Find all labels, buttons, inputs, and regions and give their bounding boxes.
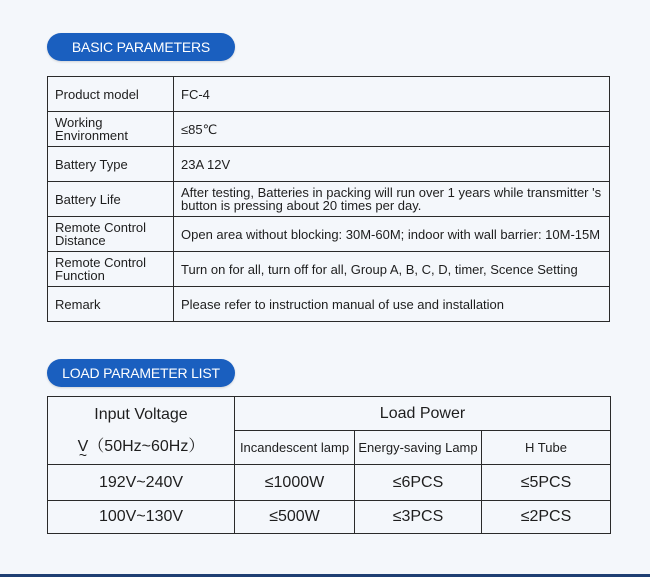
column-header-incandescent: Incandescent lamp (235, 431, 355, 465)
param-label: Remote Control Distance (48, 217, 174, 252)
param-value: Please refer to instruction manual of use and installation (174, 287, 610, 322)
param-value: Open area without blocking: 30M-60M; indoor with wall barrier: 10M-15M (174, 217, 610, 252)
basic-parameters-table (47, 76, 610, 322)
param-label: Remark (48, 287, 174, 322)
param-value: ≤85℃ (174, 112, 610, 147)
value-cell: ≤6PCS (355, 465, 482, 501)
input-voltage-header (48, 397, 235, 465)
voltage-cell: 192V~240V (48, 465, 235, 501)
voltage-cell: 100V~130V (48, 501, 235, 534)
table-row (48, 397, 611, 431)
table-row (48, 147, 610, 182)
param-value: Turn on for all, turn off for all, Group A, B, C, D, timer, Scence Setting (174, 252, 610, 287)
table-row (48, 465, 611, 501)
value-cell: ≤2PCS (482, 501, 611, 534)
table-row (48, 501, 611, 534)
table-row (48, 287, 610, 322)
load-parameter-list-heading: LOAD PARAMETER LIST (47, 359, 235, 387)
param-value: 23A 12V (174, 147, 610, 182)
load-power-header: Load Power (235, 397, 611, 431)
input-voltage-frequency: （50Hz~60Hz） (88, 437, 205, 455)
param-value: FC-4 (174, 77, 610, 112)
ac-voltage-symbol: V ~ (78, 438, 89, 456)
basic-parameters-heading: BASIC PARAMETERS (47, 33, 235, 61)
param-label: Working Environment (48, 112, 174, 147)
table-row (48, 182, 610, 217)
input-voltage-spec (48, 433, 234, 456)
param-label: Battery Life (48, 182, 174, 217)
value-cell: ≤3PCS (355, 501, 482, 534)
column-header-h-tube: H Tube (482, 431, 611, 465)
column-header-energy-saving: Energy-saving Lamp (355, 431, 482, 465)
input-voltage-title: Input Voltage (94, 405, 188, 423)
param-label: Remote Control Function (48, 252, 174, 287)
table-row (48, 112, 610, 147)
table-row (48, 217, 610, 252)
value-cell: ≤1000W (235, 465, 355, 501)
table-row (48, 77, 610, 112)
param-label: Battery Type (48, 147, 174, 182)
value-cell: ≤5PCS (482, 465, 611, 501)
value-cell: ≤500W (235, 501, 355, 534)
table-row (48, 252, 610, 287)
load-parameter-table (47, 396, 611, 534)
param-value: After testing, Batteries in packing will run over 1 years while transmitter 's button is pressing about 20 times per day. (174, 182, 610, 217)
param-label: Product model (48, 77, 174, 112)
